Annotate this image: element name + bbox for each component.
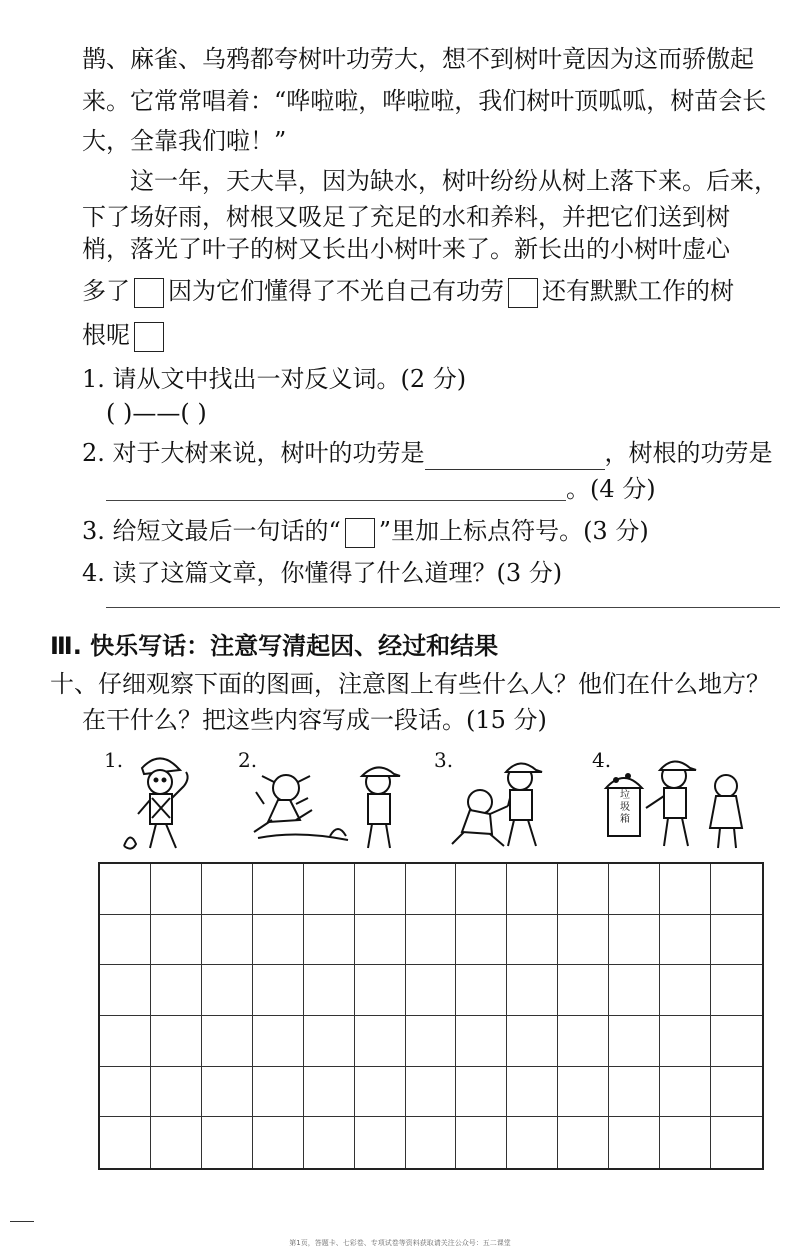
boy-helping-girl-illustration — [434, 748, 604, 858]
picture-number: 2. — [238, 748, 258, 772]
grid-cell[interactable] — [456, 915, 507, 966]
question-1: 1. 请从文中找出一对反义词。(2 分) — [82, 365, 467, 393]
antonym-answer-blank[interactable]: ( )——( ) — [106, 399, 207, 427]
passage-line-3: 大，全靠我们啦！” — [82, 127, 287, 155]
passage-line-7 — [82, 274, 734, 308]
grid-cell[interactable] — [100, 1016, 151, 1067]
grid-cell[interactable] — [456, 864, 507, 915]
passage-line-5: 下了场好雨，树根又吸足了充足的水和养料，并把它们送到树 — [82, 203, 730, 231]
passage-line-2: 来。它常常唱着：“哗啦啦，哗啦啦，我们树叶顶呱呱，树苗会长 — [82, 87, 767, 115]
grid-cell[interactable] — [558, 965, 609, 1016]
section-title: Ⅲ. 快乐写话：注意写清起因、经过和结果 — [50, 632, 499, 660]
grid-cell[interactable] — [202, 1067, 253, 1118]
grid-cell[interactable] — [406, 1067, 457, 1118]
grid-cell[interactable] — [304, 965, 355, 1016]
question-3-text-b: ”里加上标点符号。(3 分) — [378, 517, 649, 545]
passage-text: 因为它们懂得了不光自己有功劳 — [168, 277, 504, 305]
grid-cell[interactable] — [558, 864, 609, 915]
grid-cell[interactable] — [253, 1016, 304, 1067]
grid-cell[interactable] — [253, 915, 304, 966]
question-4: 4. 读了这篇文章，你懂得了什么道理？(3 分) — [82, 559, 563, 587]
grid-cell[interactable] — [151, 1117, 202, 1168]
grid-cell[interactable] — [456, 1117, 507, 1168]
grid-cell[interactable] — [253, 864, 304, 915]
grid-cell[interactable] — [711, 1067, 762, 1118]
picture-2 — [238, 748, 408, 858]
grid-cell[interactable] — [507, 915, 558, 966]
grid-cell[interactable] — [507, 965, 558, 1016]
grid-cell[interactable] — [609, 1117, 660, 1168]
grid-cell[interactable] — [304, 1117, 355, 1168]
grid-cell[interactable] — [660, 965, 711, 1016]
question-2-text-b: ，树根的功劳是 — [604, 439, 773, 467]
grid-cell[interactable] — [711, 915, 762, 966]
grid-cell[interactable] — [355, 1067, 406, 1118]
grid-cell[interactable] — [151, 915, 202, 966]
passage-line-6: 梢，落光了叶子的树又长出小树叶来了。新长出的小树叶虚心 — [82, 235, 730, 263]
grid-cell[interactable] — [151, 965, 202, 1016]
trash-bin-label: 垃圾箱 — [620, 790, 630, 825]
question-2-text: 2. 对于大树来说，树叶的功劳是 — [82, 439, 425, 467]
grid-cell[interactable] — [355, 965, 406, 1016]
grid-cell[interactable] — [202, 864, 253, 915]
grid-cell[interactable] — [100, 965, 151, 1016]
grid-cell[interactable] — [100, 1117, 151, 1168]
root-contribution-blank[interactable] — [106, 500, 566, 501]
grid-cell[interactable] — [304, 1067, 355, 1118]
grid-cell[interactable] — [406, 1016, 457, 1067]
passage-line-1: 鹊、麻雀、乌鸦都夸树叶功劳大，想不到树叶竟因为这而骄傲起 — [82, 45, 754, 73]
grid-cell[interactable] — [100, 915, 151, 966]
grid-cell[interactable] — [151, 864, 202, 915]
grid-cell[interactable] — [507, 1016, 558, 1067]
grid-cell[interactable] — [406, 965, 457, 1016]
grid-cell[interactable] — [558, 1067, 609, 1118]
grid-cell[interactable] — [406, 915, 457, 966]
grid-cell[interactable] — [355, 915, 406, 966]
leaf-contribution-blank[interactable] — [425, 445, 605, 470]
grid-cell[interactable] — [100, 1067, 151, 1118]
grid-cell[interactable] — [609, 864, 660, 915]
grid-cell[interactable] — [456, 1016, 507, 1067]
grid-cell[interactable] — [660, 1016, 711, 1067]
grid-cell[interactable] — [711, 1016, 762, 1067]
grid-cell[interactable] — [202, 1117, 253, 1168]
question-3 — [82, 514, 649, 548]
grid-cell[interactable] — [711, 1117, 762, 1168]
grid-cell[interactable] — [660, 915, 711, 966]
passage-text: 还有默默工作的树 — [542, 277, 734, 305]
punctuation-box-3[interactable] — [134, 322, 164, 352]
grid-cell[interactable] — [609, 965, 660, 1016]
answer-line-q4[interactable] — [106, 607, 780, 608]
page-dash — [10, 1221, 34, 1222]
picture-number: 4. — [592, 748, 612, 772]
punctuation-box-2[interactable] — [508, 278, 538, 308]
question-3-text: 3. 给短文最后一句话的“ — [82, 517, 341, 545]
grid-cell[interactable] — [456, 1067, 507, 1118]
punctuation-box-ref — [345, 518, 375, 548]
grid-cell[interactable] — [304, 915, 355, 966]
grid-cell[interactable] — [304, 864, 355, 915]
grid-cell[interactable] — [558, 915, 609, 966]
grid-cell[interactable] — [660, 1117, 711, 1168]
grid-cell[interactable] — [151, 1067, 202, 1118]
grid-cell[interactable] — [406, 864, 457, 915]
grid-cell[interactable] — [609, 1016, 660, 1067]
grid-cell[interactable] — [609, 1067, 660, 1118]
grid-cell[interactable] — [151, 1016, 202, 1067]
grid-cell[interactable] — [355, 1016, 406, 1067]
footer-note: 第1页，答题卡、七彩卷、专项试卷等资料获取请关注公众号：五二课堂 — [289, 1239, 511, 1247]
grid-cell[interactable] — [507, 1117, 558, 1168]
question-10-line-2: 在干什么？把这些内容写成一段话。(15 分) — [82, 706, 547, 734]
grid-cell[interactable] — [100, 864, 151, 915]
grid-cell[interactable] — [609, 915, 660, 966]
grid-cell[interactable] — [558, 1016, 609, 1067]
grid-cell[interactable] — [660, 864, 711, 915]
picture-4 — [592, 748, 762, 858]
grid-cell[interactable] — [558, 1117, 609, 1168]
grid-cell[interactable] — [202, 965, 253, 1016]
grid-cell[interactable] — [711, 965, 762, 1016]
picture-number: 3. — [434, 748, 454, 772]
passage-text: 多了 — [82, 277, 130, 305]
grid-cell[interactable] — [355, 864, 406, 915]
grid-cell[interactable] — [253, 1117, 304, 1168]
question-2 — [82, 436, 773, 470]
question-10-line-1: 十、仔细观察下面的图画，注意图上有些什么人？他们在什么地方？ — [50, 670, 770, 698]
passage-text: 根呢 — [82, 321, 130, 349]
picture-3 — [434, 748, 604, 858]
passage-line-8 — [82, 318, 168, 352]
grid-cell[interactable] — [456, 965, 507, 1016]
grid-cell[interactable] — [253, 1067, 304, 1118]
girl-slipping-illustration — [238, 748, 408, 858]
grid-cell[interactable] — [711, 864, 762, 915]
grid-cell[interactable] — [202, 1016, 253, 1067]
grid-cell[interactable] — [507, 1067, 558, 1118]
grid-cell[interactable] — [660, 1067, 711, 1118]
passage-line-4: 这一年，天大旱，因为缺水，树叶纷纷从树上落下来。后来， — [130, 167, 778, 195]
picture-number: 1. — [104, 748, 124, 772]
grid-cell[interactable] — [253, 965, 304, 1016]
grid-cell[interactable] — [507, 864, 558, 915]
grid-cell[interactable] — [304, 1016, 355, 1067]
punctuation-box-1[interactable] — [134, 278, 164, 308]
grid-cell[interactable] — [355, 1117, 406, 1168]
grid-cell[interactable] — [202, 915, 253, 966]
question-2-end: 。(4 分) — [566, 475, 656, 503]
writing-grid[interactable] — [98, 862, 764, 1170]
grid-cell[interactable] — [406, 1117, 457, 1168]
